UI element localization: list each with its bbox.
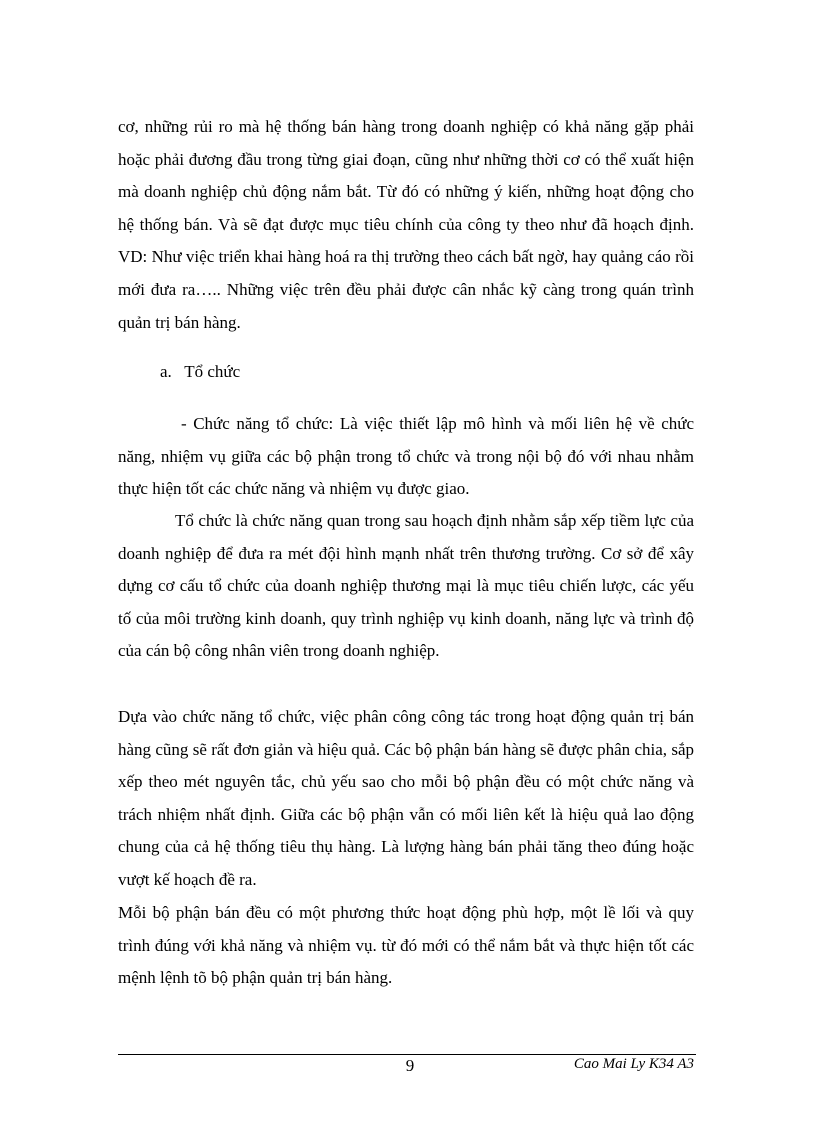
- paragraph-organization: Tổ chức là chức năng quan trong sau hoạch định nhằm sắp xếp tiềm lực của doanh nghiệp để đưa ra mét đội hình mạnh nhất trên thương trường. Cơ sở để xây dựng cơ cấu tổ chức của doanh nghiệp thương mại là mục tiêu chiến lược, các yếu tố của môi trường kinh doanh, quy trình nghiệp vụ kinh doanh, năng lực và trình độ của cán bộ công nhân viên trong doanh nghiệp.: [118, 511, 694, 661]
- paragraph-intro: cơ, những rủi ro mà hệ thống bán hàng trong doanh nghiệp có khả năng gặp phải hoặc phải đương đầu trong từng giai đoạn, cũng như những thời cơ có thể xuất hiện mà doanh nghiệp chủ động nắm bắt. Từ đó có những ý kiến, những hoạt động cho hệ thống bán. Và sẽ đạt được mục tiêu chính của công ty theo như đã hoạch định. VD: Như việc triển khai hàng hoá ra thị trường theo cách bất ngờ, hay quảng cáo rồi mới đưa ra….. Những việc trên đều phải được cân nhắc kỹ càng trong quán trình quản trị bán hàng.: [118, 117, 694, 332]
- paragraph-function-definition: - Chức năng tổ chức: Là việc thiết lập mô hình và mối liên hệ về chức năng, nhiệm vụ giữa các bộ phận trong tổ chức và trong nội bộ đó với nhau nhằm thực hiện tốt các chức năng và nhiệm vụ được giao.: [118, 414, 694, 499]
- paragraph-each-department: Mỗi bộ phận bán đều có một phương thức hoạt động phù hợp, một lề lối và quy trình đúng với khả năng và nhiệm vụ. từ đó mới có thể nắm bắt và thực hiện tốt các mệnh lệnh tõ bộ phận quản trị bán hàng.: [118, 903, 694, 988]
- footer-author: Cao Mai Ly K34 A3: [573, 1056, 694, 1072]
- footer-divider: [118, 1054, 696, 1055]
- page-number: 9: [405, 1056, 415, 1075]
- section-heading-to-chuc: a. Tổ chức: [160, 362, 241, 381]
- paragraph-based-on-function: Dựa vào chức năng tổ chức, việc phân công công tác trong hoạt động quản trị bán hàng cũng sẽ rất đơn giản và hiệu quả. Các bộ phận bán hàng sẽ được phân chia, sắp xếp theo mét nguyên tắc, chủ yếu sao cho mỗi bộ phận đều có một chức năng và trách nhiệm nhất định. Giữa các bộ phận vẫn có mối liên kết là hiệu quả lao động chung của cả hệ thống tiêu thụ hàng. Là lượng hàng bán phải tăng theo đúng hoặc vượt kế hoạch đề ra.: [118, 707, 694, 889]
